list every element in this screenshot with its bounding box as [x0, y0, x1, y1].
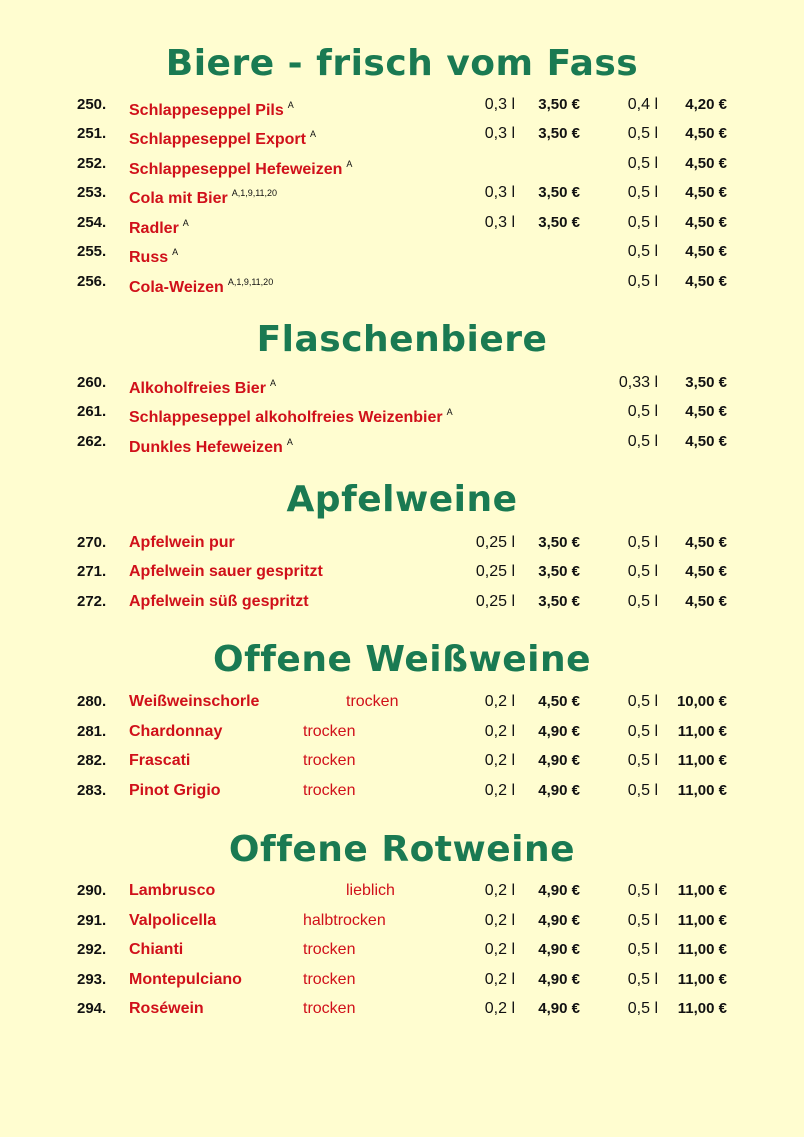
item-name-text: Lambrusco	[129, 882, 216, 899]
volume-small: 0,2 l	[484, 971, 515, 988]
item-number: 290.	[77, 882, 107, 899]
volume-small: 0,2 l	[484, 723, 515, 740]
item-number: 270.	[77, 534, 107, 551]
allergen-note: A	[346, 159, 353, 169]
item-number: 292.	[77, 941, 107, 958]
item-name	[129, 153, 352, 181]
volume-small: 0,2 l	[484, 782, 515, 799]
item-name-text: Cola-Weizen	[129, 279, 224, 296]
item-number: 294.	[77, 1000, 107, 1017]
volume-large: 0,5 l	[627, 693, 658, 710]
price-small: 3,50 €	[538, 184, 580, 201]
item-number: 261.	[77, 403, 107, 420]
price-large: 11,00 €	[677, 782, 727, 799]
volume-large: 0,5 l	[627, 912, 658, 929]
item-name	[129, 750, 190, 772]
item-number: 272.	[77, 593, 107, 610]
wine-style: halbtrocken	[303, 912, 386, 929]
price-large: 11,00 €	[677, 912, 727, 929]
item-number: 253.	[77, 184, 107, 201]
allergen-note: A	[269, 378, 276, 388]
volume-small: 0,2 l	[484, 1000, 515, 1017]
section-title-rotweine: Offene Rotweine	[228, 829, 576, 870]
item-name	[129, 998, 204, 1020]
volume-large: 0,5 l	[627, 214, 658, 231]
item-name	[129, 721, 222, 743]
item-number: 280.	[77, 693, 107, 710]
item-name-text: Schlappeseppel Hefeweizen	[129, 161, 343, 178]
item-number: 282.	[77, 752, 107, 769]
item-name	[129, 780, 221, 802]
volume-large: 0,5 l	[627, 563, 658, 580]
item-name	[129, 880, 215, 902]
volume-large: 0,5 l	[627, 243, 658, 260]
volume-large: 0,5 l	[627, 534, 658, 551]
price-large: 4,50 €	[685, 534, 727, 551]
price-small: 3,50 €	[538, 214, 580, 231]
item-name	[129, 212, 189, 240]
menu-item-row	[0, 998, 804, 1020]
volume-large: 0,5 l	[627, 782, 658, 799]
menu-item-row	[0, 939, 804, 961]
price-small: 3,50 €	[538, 563, 580, 580]
item-name-text: Schlappeseppel Pils	[129, 102, 284, 119]
item-name	[129, 561, 323, 583]
menu-item-row	[0, 271, 804, 296]
price-large: 4,50 €	[685, 184, 727, 201]
menu-item-row	[0, 880, 804, 902]
item-name-text: Roséwein	[129, 1000, 204, 1017]
wine-style: trocken	[346, 693, 399, 710]
menu-item-row	[0, 969, 804, 991]
item-number: 250.	[77, 96, 107, 113]
volume-large: 0,5 l	[627, 433, 658, 450]
price-small: 4,50 €	[538, 693, 580, 710]
volume-small: 0,2 l	[484, 941, 515, 958]
price-large: 11,00 €	[677, 941, 727, 958]
volume-small: 0,3 l	[484, 184, 515, 201]
item-number: 254.	[77, 214, 107, 231]
price-small: 4,90 €	[538, 912, 580, 929]
menu-item-row	[0, 532, 804, 554]
volume-large: 0,5 l	[627, 273, 658, 290]
item-name-text: Radler	[129, 220, 179, 237]
item-number: 256.	[77, 273, 107, 290]
menu-item-row	[0, 780, 804, 802]
price-small: 4,90 €	[538, 782, 580, 799]
volume-large: 0,5 l	[627, 184, 658, 201]
price-small: 3,50 €	[538, 96, 580, 113]
volume-small: 0,2 l	[484, 882, 515, 899]
item-number: 283.	[77, 782, 107, 799]
item-number: 281.	[77, 723, 107, 740]
volume-large: 0,5 l	[627, 723, 658, 740]
menu-item-row	[0, 431, 804, 456]
volume-large: 0,5 l	[627, 155, 658, 172]
volume-small: 0,25 l	[475, 563, 515, 580]
item-name	[129, 691, 259, 713]
price-small: 3,50 €	[538, 125, 580, 142]
item-number: 262.	[77, 433, 107, 450]
item-name-text: Chardonnay	[129, 723, 223, 740]
item-name-text: Russ	[129, 249, 169, 266]
volume-small: 0,2 l	[484, 912, 515, 929]
menu-item-row	[0, 123, 804, 148]
volume-small: 0,3 l	[484, 96, 515, 113]
item-name-text: Frascati	[129, 752, 191, 769]
item-name-text: Montepulciano	[129, 971, 242, 988]
menu-item-row	[0, 212, 804, 237]
item-name	[129, 401, 453, 429]
item-name	[129, 910, 216, 932]
item-name-text: Pinot Grigio	[129, 782, 221, 799]
item-name	[129, 123, 316, 151]
price-large: 4,20 €	[685, 96, 727, 113]
wine-style: trocken	[303, 782, 356, 799]
item-name	[129, 241, 178, 269]
item-name-text: Apfelwein sauer gespritzt	[129, 563, 323, 580]
wine-style: trocken	[303, 723, 356, 740]
item-number: 255.	[77, 243, 107, 260]
item-name-text: Weißweinschorle	[129, 693, 260, 710]
item-number: 251.	[77, 125, 107, 142]
price-large: 4,50 €	[685, 563, 727, 580]
item-name-text: Schlappeseppel alkoholfreies Weizenbier	[129, 409, 443, 426]
volume-small: 0,3 l	[484, 125, 515, 142]
item-name	[129, 182, 277, 210]
price-small: 4,90 €	[538, 1000, 580, 1017]
menu-item-row	[0, 153, 804, 178]
price-large: 4,50 €	[685, 214, 727, 231]
allergen-note: A	[286, 437, 293, 447]
item-name	[129, 532, 235, 554]
item-number: 293.	[77, 971, 107, 988]
volume-small: 0,3 l	[484, 214, 515, 231]
item-name-text: Valpolicella	[129, 912, 217, 929]
price-large: 4,50 €	[685, 593, 727, 610]
volume-large: 0,33 l	[618, 374, 658, 391]
volume-large: 0,5 l	[627, 941, 658, 958]
price-large: 11,00 €	[677, 752, 727, 769]
price-large: 4,50 €	[685, 273, 727, 290]
section-title-weissweine: Offene Weißweine	[212, 639, 592, 680]
volume-large: 0,5 l	[627, 1000, 658, 1017]
price-small: 4,90 €	[538, 752, 580, 769]
price-large: 4,50 €	[685, 155, 727, 172]
item-number: 271.	[77, 563, 107, 580]
volume-large: 0,5 l	[627, 125, 658, 142]
price-large: 4,50 €	[685, 243, 727, 260]
price-large: 3,50 €	[685, 374, 727, 391]
item-name	[129, 372, 276, 400]
price-large: 11,00 €	[677, 882, 727, 899]
volume-small: 0,2 l	[484, 693, 515, 710]
item-name	[129, 94, 294, 122]
section-title-flaschenbiere: Flaschenbiere	[256, 319, 548, 360]
item-name-text: Chianti	[129, 941, 184, 958]
price-small: 4,90 €	[538, 971, 580, 988]
menu-item-row	[0, 721, 804, 743]
item-name-text: Dunkles Hefeweizen	[129, 439, 283, 456]
item-name-text: Apfelwein süß gespritzt	[129, 593, 309, 610]
menu-item-row	[0, 591, 804, 613]
price-large: 11,00 €	[677, 723, 727, 740]
price-large: 10,00 €	[676, 693, 727, 710]
item-name	[129, 939, 183, 961]
menu-item-row	[0, 750, 804, 772]
wine-style: trocken	[303, 941, 356, 958]
price-large: 11,00 €	[677, 1000, 727, 1017]
wine-style: trocken	[303, 752, 356, 769]
volume-small: 0,25 l	[475, 593, 515, 610]
wine-style: trocken	[303, 971, 356, 988]
item-name-text: Cola mit Bier	[129, 190, 228, 207]
volume-large: 0,4 l	[627, 96, 658, 113]
volume-large: 0,5 l	[627, 593, 658, 610]
price-large: 4,50 €	[685, 403, 727, 420]
price-small: 4,90 €	[538, 882, 580, 899]
menu-item-row	[0, 241, 804, 266]
volume-large: 0,5 l	[627, 971, 658, 988]
item-number: 260.	[77, 374, 107, 391]
price-small: 4,90 €	[538, 941, 580, 958]
item-name	[129, 271, 273, 299]
volume-small: 0,2 l	[484, 752, 515, 769]
price-large: 4,50 €	[685, 433, 727, 450]
price-large: 4,50 €	[685, 125, 727, 142]
item-name-text: Alkoholfreies Bier	[129, 380, 266, 397]
allergen-note: A	[287, 100, 294, 110]
item-name	[129, 969, 242, 991]
allergen-note: A,1,9,11,20	[227, 277, 274, 287]
price-large: 11,00 €	[677, 971, 727, 988]
item-name	[129, 591, 309, 613]
menu-item-row	[0, 910, 804, 932]
menu-item-row	[0, 561, 804, 583]
section-title-apfelweine: Apfelweine	[286, 479, 518, 520]
menu-item-row	[0, 182, 804, 207]
item-name-text: Schlappeseppel Export	[129, 131, 306, 148]
allergen-note: A	[182, 218, 189, 228]
menu-item-row	[0, 94, 804, 119]
item-name	[129, 431, 293, 459]
menu-item-row	[0, 372, 804, 397]
allergen-note: A	[309, 129, 316, 139]
section-title-fassbier: Biere - frisch vom Fass	[165, 43, 639, 84]
volume-small: 0,25 l	[475, 534, 515, 551]
menu-item-row	[0, 691, 804, 713]
volume-large: 0,5 l	[627, 882, 658, 899]
item-number: 291.	[77, 912, 107, 929]
item-number: 252.	[77, 155, 107, 172]
allergen-note: A,1,9,11,20	[231, 188, 278, 198]
menu-item-row	[0, 401, 804, 426]
volume-large: 0,5 l	[627, 752, 658, 769]
allergen-note: A	[446, 407, 453, 417]
wine-style: trocken	[303, 1000, 356, 1017]
allergen-note: A	[172, 247, 179, 257]
price-small: 3,50 €	[538, 534, 580, 551]
volume-large: 0,5 l	[627, 403, 658, 420]
wine-style: lieblich	[346, 882, 395, 899]
item-name-text: Apfelwein pur	[129, 534, 235, 551]
price-small: 4,90 €	[538, 723, 580, 740]
price-small: 3,50 €	[538, 593, 580, 610]
